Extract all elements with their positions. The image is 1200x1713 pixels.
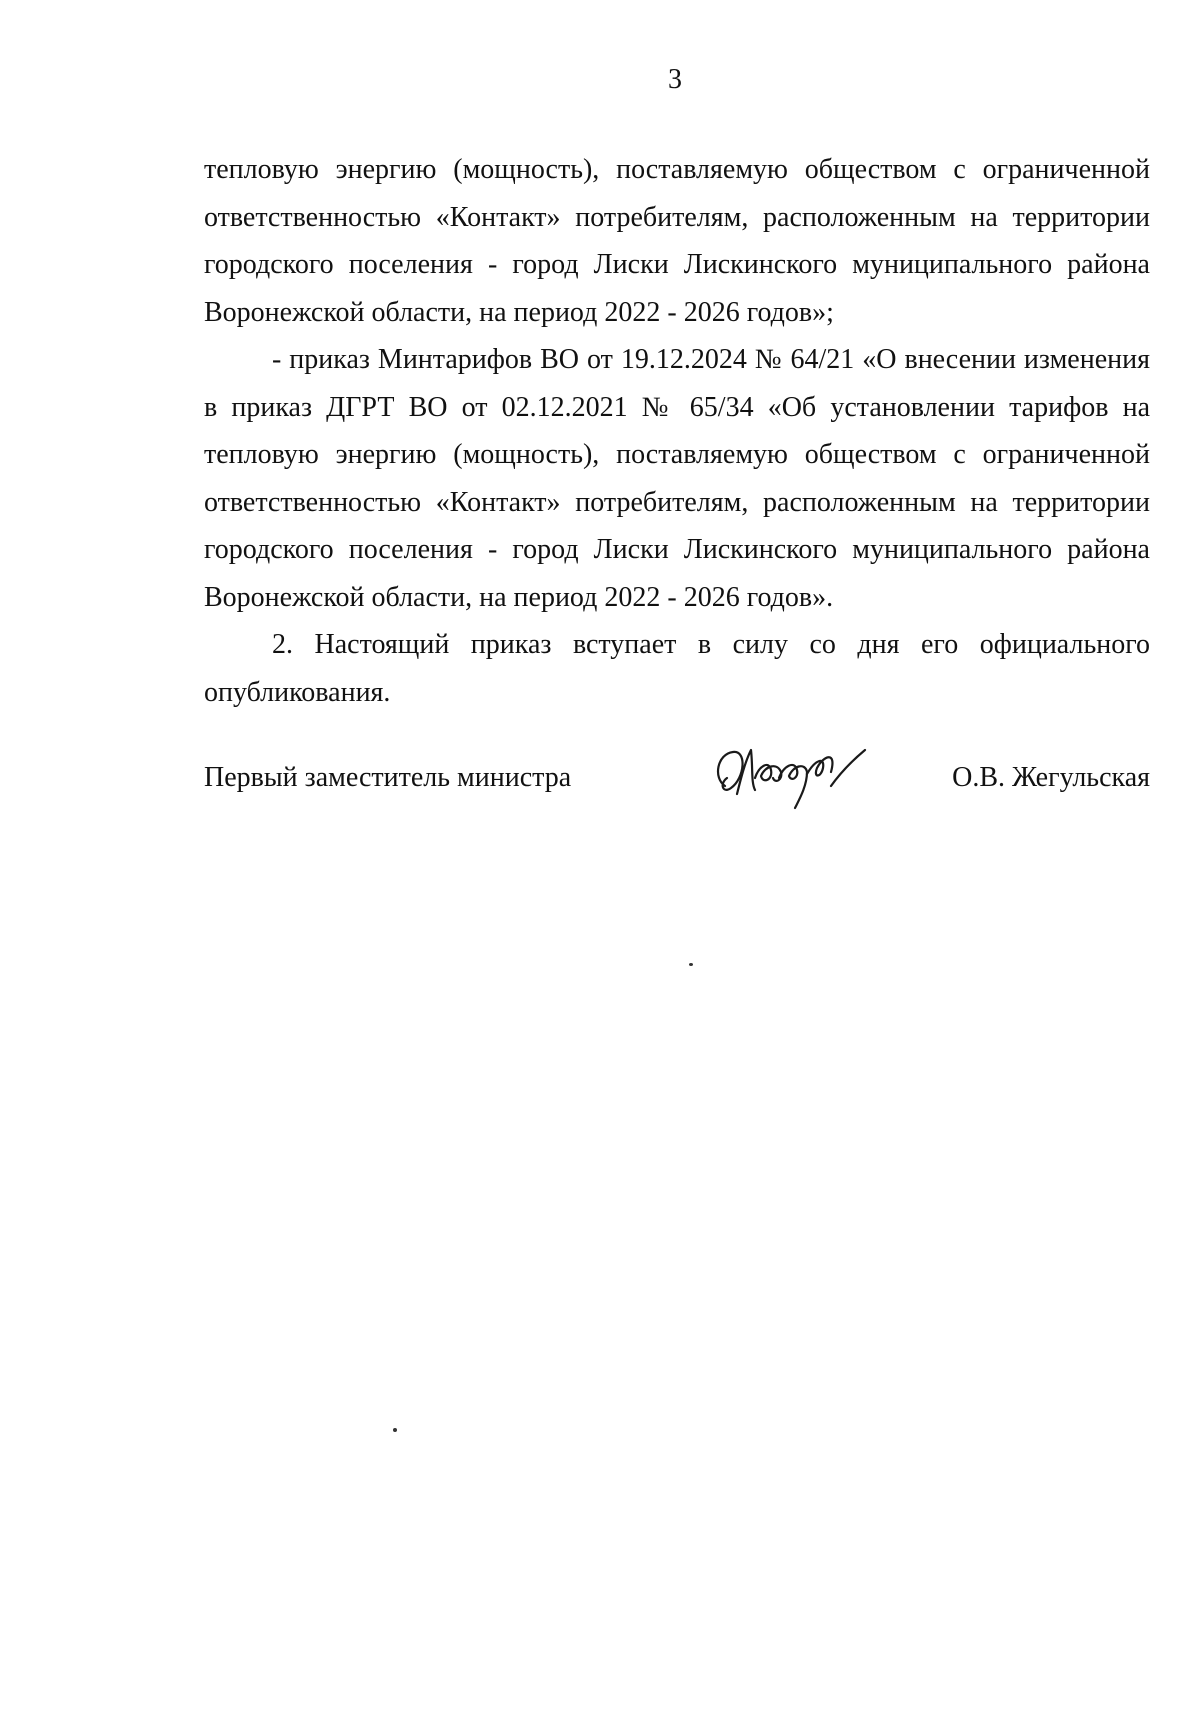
- handwritten-signature: [707, 738, 869, 814]
- signature-block: [204, 738, 1150, 828]
- paragraph-order-item: - приказ Минтарифов ВО от 19.12.2024 № 64/21 «О внесении изменения в приказ ДГРТ ВО от 02.12.2021 № 65/34 «Об установлении тарифов на тепловую энергию (мощность), поставляемую обществом с ограниченной ответственностью «Контакт» потребителям, расположенным на территории городского поселения - город Лиски Лискинского муниципального района Воронежской области, на период 2022 - 2026 годов».: [204, 344, 1150, 613]
- document-body: [204, 146, 1150, 716]
- scan-speck: [393, 1428, 397, 1432]
- paragraph-continuation: тепловую энергию (мощность), поставляемую обществом с ограниченной ответственностью «Контакт» потребителям, расположенным на территории городского поселения - город Лиски Лискинского муниципального района Воронежской области, на период 2022 - 2026 годов»;: [204, 154, 1150, 328]
- paragraph-effective-date: 2. Настоящий приказ вступает в силу со дня его официального опубликования.: [204, 629, 1150, 708]
- scan-speck: [689, 963, 693, 966]
- signer-position-title: Первый заместитель министра: [204, 762, 572, 793]
- page-number: 3: [668, 64, 682, 95]
- signer-name: О.В. Жегульская: [952, 762, 1150, 793]
